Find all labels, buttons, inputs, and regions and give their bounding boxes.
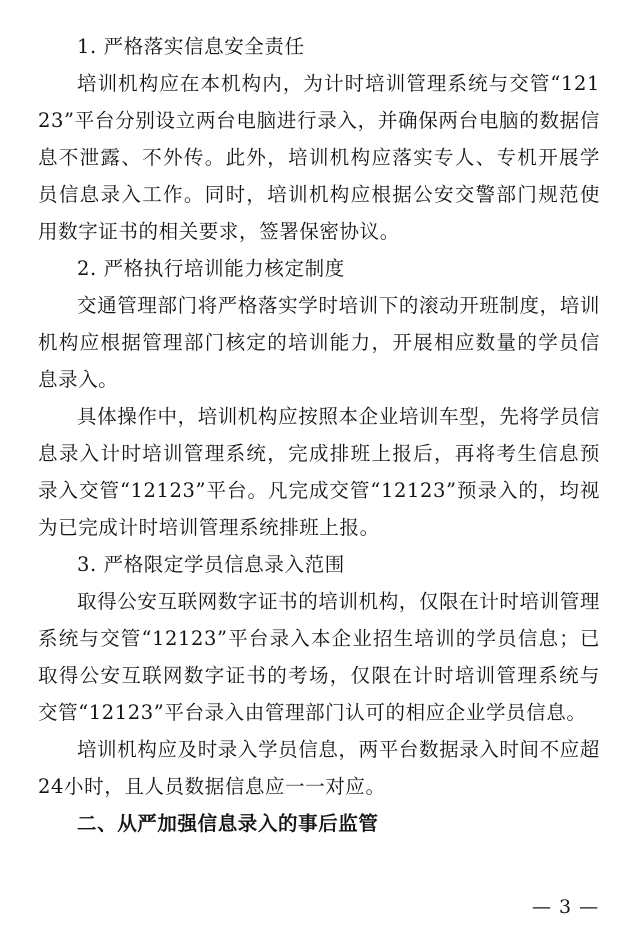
section-3-body-2: 培训机构应及时录入学员信息，两平台数据录入时间不应超24小时，且人员数据信息应一一对应。 <box>38 738 600 798</box>
section-3-title: 3. 严格限定学员信息录入范围 <box>77 553 345 576</box>
heading-2: 二、从严加强信息录入的事后监管 <box>77 812 379 835</box>
section-2-body-2: 具体操作中，培训机构应按照本企业培训车型，先将学员信息录入计时培训管理系统，完成排班上报后，再将考生信息预录入交管“12123”平台。凡完成交管“12123”预录入的，均视为已完成计时培训管理系统排班上报。 <box>38 405 600 539</box>
section-3-body-1: 取得公安互联网数字证书的培训机构，仅限在计时培训管理系统与交管“12123”平台录入本企业招生培训的学员信息；已取得公安互联网数字证书的考场，仅限在计时培训管理系统与交管“12123”平台录入由管理部门认可的相应企业学员信息。 <box>38 590 600 724</box>
section-2-body-1: 交通管理部门将严格落实学时培训下的滚动开班制度，培训机构应根据管理部门核定的培训能力，开展相应数量的学员信息录入。 <box>38 294 600 391</box>
document-page <box>38 28 600 842</box>
section-2-title: 2. 严格执行培训能力核定制度 <box>77 257 345 280</box>
section-1-body: 培训机构应在本机构内，为计时培训管理系统与交管“12123”平台分别设立两台电脑进行录入，并确保两台电脑的数据信息不泄露、不外传。此外，培训机构应落实专人、专机开展学员信息录入工作。同时，培训机构应根据公安交警部门规范使用数字证书的相关要求，签署保密协议。 <box>38 72 600 243</box>
section-1-title: 1. 严格落实信息安全责任 <box>77 35 305 58</box>
page-number: — 3 — <box>532 896 600 918</box>
